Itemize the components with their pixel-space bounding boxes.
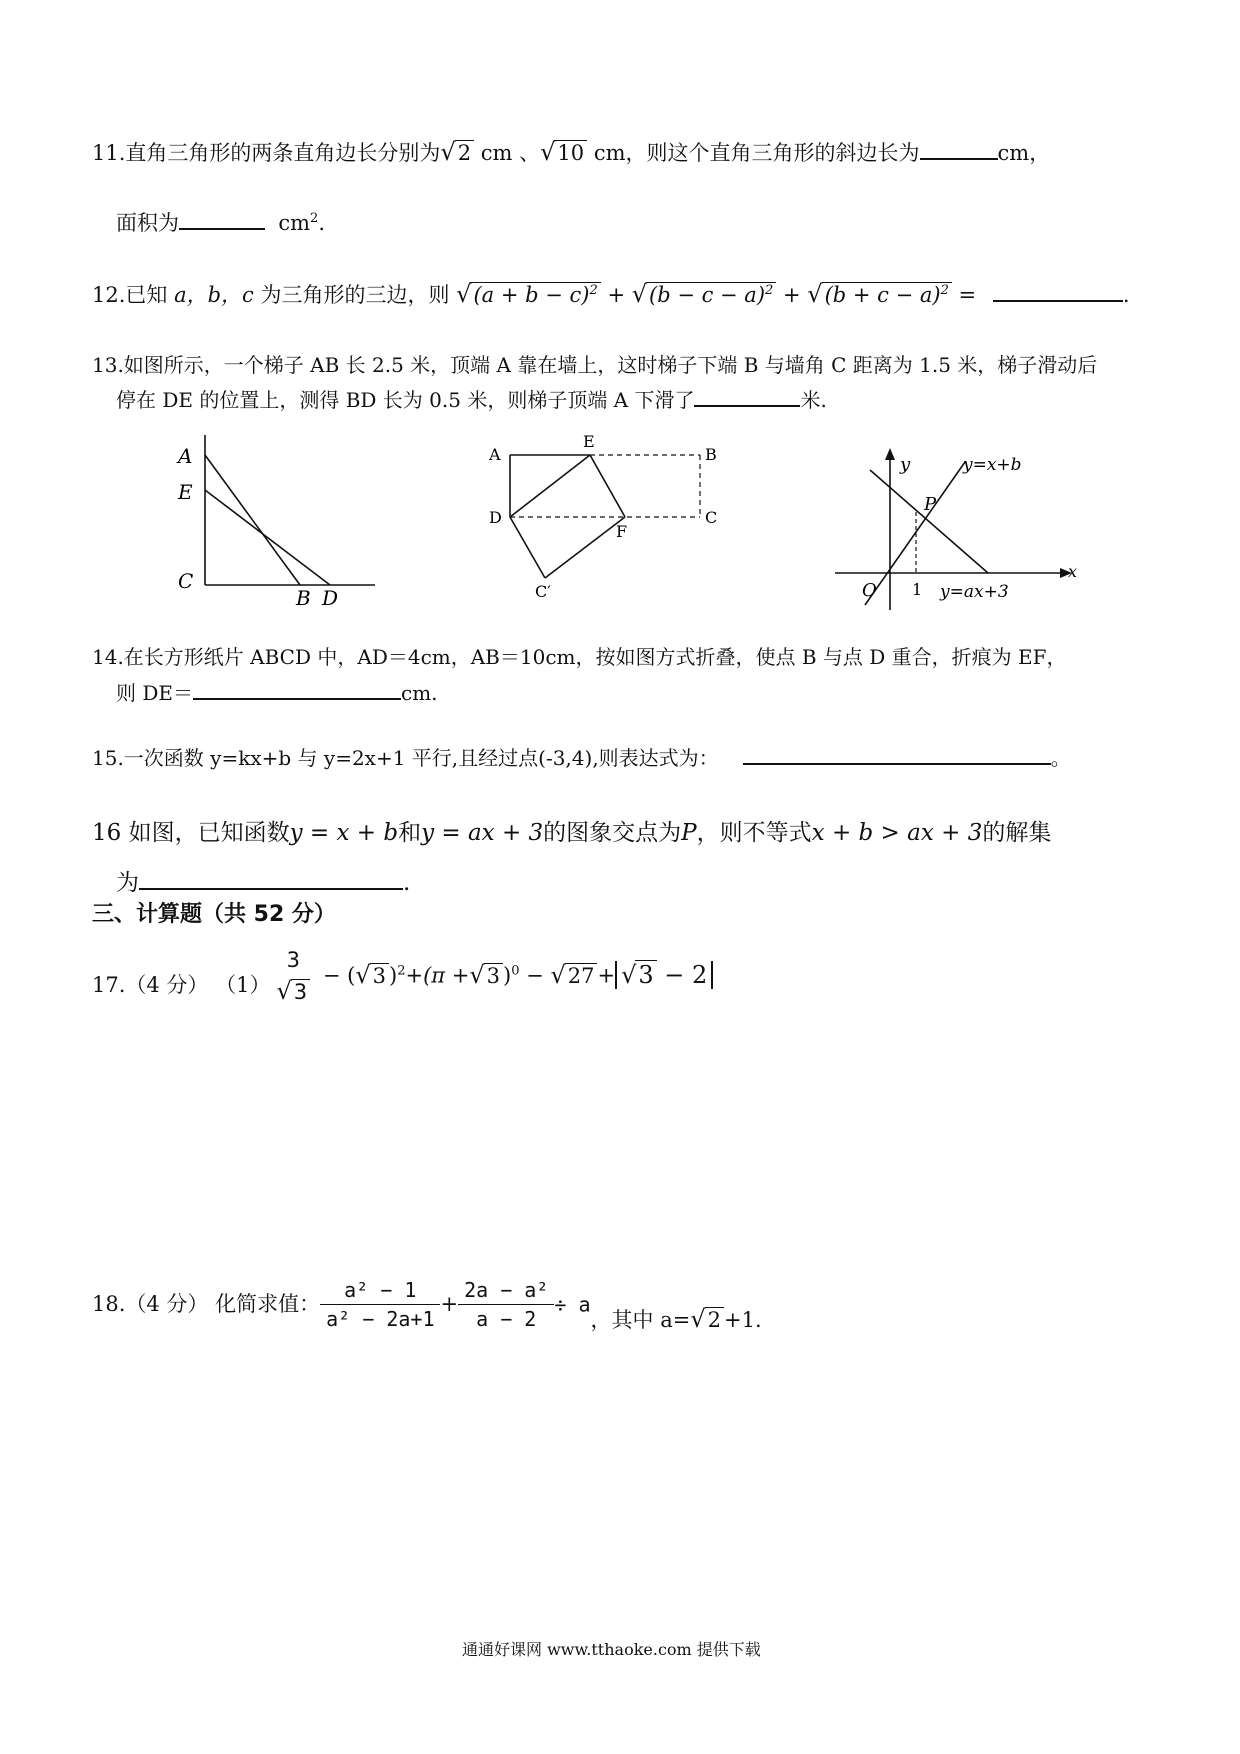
label-one: 1 [912, 580, 923, 599]
ladder-figure [170, 430, 380, 610]
label-D: D [322, 586, 339, 610]
label-E: E [178, 480, 193, 504]
answer-blank-q12[interactable] [993, 280, 1123, 302]
footer: 通通好课网 www.tthaoke.com 提供下载 [462, 1640, 761, 1659]
fold-ef [590, 455, 625, 517]
q16-line1: 16 如图，已知函数y = x + b和y = ax + 3的图象交点为P，则不等式x + b > ax + 3的解集 [92, 820, 1052, 846]
answer-blank-q13[interactable] [694, 385, 800, 407]
sqrt-2: √2 [440, 138, 474, 167]
segment-de [510, 455, 590, 517]
q18-fraction-2: $\frac{\text{2a − a²}}{a - 2}$ [458, 1278, 554, 1331]
q11-line2: 面积为 $cm^2$. [116, 208, 325, 236]
q12-line: 12.已知 a，b，c 为三角形的三边，则 $√(a + b - c)^2 + √(b - c - a)^2 + √(b + c - a)^2$ = . [92, 280, 1130, 308]
label-y: y [900, 454, 911, 475]
q18-line: 18.（4 分） 化简求值： $\frac{\text{a² − 1}}{\text{a² − 2a+1}}$ + $\frac{\text{2a − a²}}{a - 2}$ ÷ a，其中 a=√2 +1. [92, 1277, 762, 1333]
q16-line2: 为 . [116, 870, 411, 896]
q18-fraction-1: $\frac{\text{a² − 1}}{\text{a² − 2a+1}}$ [320, 1278, 440, 1331]
segment-c2f [545, 517, 628, 578]
lines-figure [830, 440, 1080, 615]
label-line2: y=ax+3 [940, 582, 1009, 602]
segment-dc2 [510, 517, 545, 578]
q17-fraction: 3 √3 [270, 948, 316, 1006]
ladder-ab [205, 455, 300, 585]
answer-blank-area[interactable] [179, 208, 265, 230]
label-P: P [924, 494, 937, 515]
ladder-de [205, 490, 330, 585]
fold-figure [485, 430, 725, 605]
label-O: O [862, 580, 877, 601]
label-A2: A [489, 445, 501, 464]
label-C: C [178, 569, 194, 593]
label-D2: D [489, 508, 502, 527]
q13-line1: 13.如图所示，一个梯子 AB 长 2.5 米，顶端 A 靠在墙上，这时梯子下端 B 与墙角 C 距离为 1.5 米，梯子滑动后 [92, 353, 1098, 377]
label-x: x [1068, 562, 1078, 581]
section-3-heading: 三、计算题（共 52 分） [92, 902, 336, 927]
q13-line2: 停在 DE 的位置上，测得 BD 长为 0.5 米，则梯子顶端 A 下滑了 米. [116, 385, 827, 412]
label-F2: F [616, 522, 628, 541]
q17-abs-value: √3 − 2 [615, 961, 713, 990]
label-line1: y=x+b [963, 455, 1022, 475]
label-A: A [178, 444, 193, 468]
label-B2: B [705, 445, 717, 464]
q14-line2: 则 DE＝ cm. [116, 678, 438, 705]
q11-line1: 11.直角三角形的两条直角边长分别为√2 cm 、√10 cm，则这个直角三角形的斜边长为 cm， [92, 138, 1051, 166]
sqrt-term2: $√(b - c - a)^2$ [632, 280, 777, 309]
sqrt-term1: $√(a + b - c)^2$ [456, 280, 601, 309]
y-arrow-icon [885, 448, 895, 460]
line-ax-plus-3 [870, 470, 988, 573]
q14-line1: 14.在长方形纸片 ABCD 中，AD＝4cm，AB＝10cm，按如图方式折叠，使点 B 与点 D 重合，折痕为 EF， [92, 645, 1067, 669]
label-C2: C [705, 508, 718, 527]
q17-line: 17.（4 分） （1） 3 √3 − (√3 )$^2$+(π +√3 )$^0$ − √27 + √3 − 2 [92, 948, 713, 1018]
answer-blank-q14[interactable] [193, 678, 401, 700]
sqrt-10: √10 [540, 138, 587, 167]
sqrt-term3: $√(b + c - a)^2$ [807, 280, 952, 309]
answer-blank-hypotenuse[interactable] [920, 138, 998, 160]
label-C-prime: C′ [535, 582, 551, 601]
answer-blank-q16[interactable] [139, 868, 403, 890]
answer-blank-q15[interactable] [743, 743, 1051, 765]
q15-line: 15.一次函数 y=kx+b 与 y=2x+1 平行,且经过点(-3,4),则表达式为： 。 [92, 743, 1071, 770]
label-E2: E [583, 432, 595, 451]
label-B: B [296, 586, 311, 610]
